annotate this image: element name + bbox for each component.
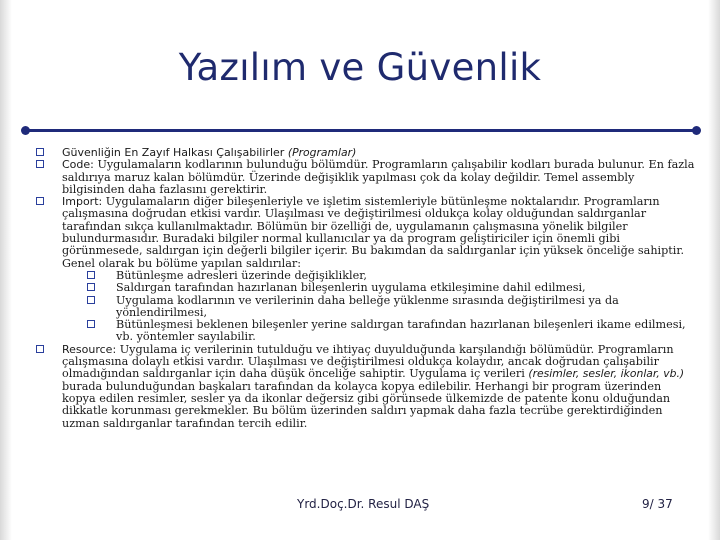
sub-bullet-text: Uygulama kodlarının ve verilerinin daha belleğe yüklenme sırasında değiştirilmesi ya da yönlendirilmesi, (116, 293, 619, 319)
square-bullet-icon (87, 320, 95, 328)
bullet-label-code: Code: (62, 158, 94, 172)
bullet-heading-italic: (Programlar) (287, 146, 357, 159)
sub-bullet-text: Bütünleşmesi beklenen bileşenler yerine saldırgan tarafından hazırlanan bileşenleri ikame edilmesi, vb. yöntemler sayılabilir. (116, 318, 686, 344)
sub-bullet-text: Saldırgan tarafından hazırlanan bileşenlerin uygulama etkileşimine dahil edilmesi, (116, 281, 586, 295)
title-divider (21, 126, 701, 136)
square-bullet-icon (87, 283, 95, 291)
square-bullet-icon (36, 345, 44, 353)
bullet-text-resource-italic: (resimler, sesler, ikonlar, vb.) (528, 367, 685, 381)
sub-bullet-text: Bütünleşme adresleri üzerinde değişiklikler, (116, 268, 367, 282)
bullet-text-code: Uygulamaların kodlarının bulunduğu bölümdür. Programların çalışabilir kodları burada bulunur. En fazla saldırıya maruz kalan bölümdür. Üzerinde değişiklik yapılması çok da kolay değildir. Temel assembly bilgisinden daha fazlasını gerektirir. (62, 158, 695, 196)
square-bullet-icon (87, 296, 95, 304)
divider-left-dot-icon (21, 126, 30, 135)
divider-line (25, 129, 697, 132)
bullet-item (15, 344, 695, 430)
bullet-item (15, 196, 695, 270)
bullet-item (15, 159, 695, 196)
bullet-text-resource-2: burada bulunduğundan başkaları tarafından da kolayca kopya edilebilir. Herhangi bir program üzerinden kopya edilen resimler, sesler ya da ikonlar değersiz gibi görünsede ülkemizde de patente konu olduğundan dikkatle korunması gerekmekler. Bu bölüm üzerinden saldırı yapmak daha fazla tecrübe gerektirdiğinden uzman saldırganlar tarafından tercih edilir. (62, 379, 671, 430)
bullet-label-resource: Resource: (62, 342, 117, 356)
square-bullet-icon (36, 197, 44, 205)
slide-body (15, 147, 695, 430)
square-bullet-icon (36, 148, 44, 156)
bullet-text-resource-1: Uygulama iç verilerinin tutulduğu ve ihtiyaç duyulduğunda karşılandığı bölümüdür. Programların çalışmasına dolaylı etkisi vardır. Ulaşılması ve değiştirilmesi oldukça kolaydır, ancak doğrudan çalışabilir olmadığından saldırganlar için daha düşük önceliğe sahiptir. Uygulama iç verileri (62, 342, 674, 381)
footer-author: Yrd.Doç.Dr. Resul DAŞ (297, 497, 430, 511)
bullet-label-import: Import: (62, 195, 103, 209)
square-bullet-icon (36, 160, 44, 168)
bullet-heading: Güvenliğin En Zayıf Halkası Çalışabilirler (62, 146, 285, 159)
sub-bullet-item (15, 295, 695, 320)
footer-page-number: 9/ 37 (642, 497, 673, 511)
bullet-text-import: Uygulamaların diğer bileşenleriyle ve işletim sistemleriyle bütünleşme noktalarıdır. Programların çalışmasına doğrudan etkisi vardır. Ulaşılması ve değiştirilmesi oldukça kolay olduğundan saldırganlar tarafından sıkça kullanılmaktadır. Bölümün bir özelliği de, uygulamanın çalışmasına yönelik bilgiler bulundurmasıdır. Buradaki bilgiler normal kullanıcılar ya da program geliştiriciler için önemli gibi görünmesede, saldırgan için değerli bilgiler içerir. Bu bakımdan da saldırganlar için yüksek önceliğe sahiptir. Genel olarak bu bölüme yapılan saldırılar: (62, 195, 685, 270)
sub-bullet-item (15, 319, 695, 344)
divider-right-dot-icon (692, 126, 701, 135)
square-bullet-icon (87, 271, 95, 279)
slide-title: Yazılım ve Güvenlik (178, 46, 542, 89)
